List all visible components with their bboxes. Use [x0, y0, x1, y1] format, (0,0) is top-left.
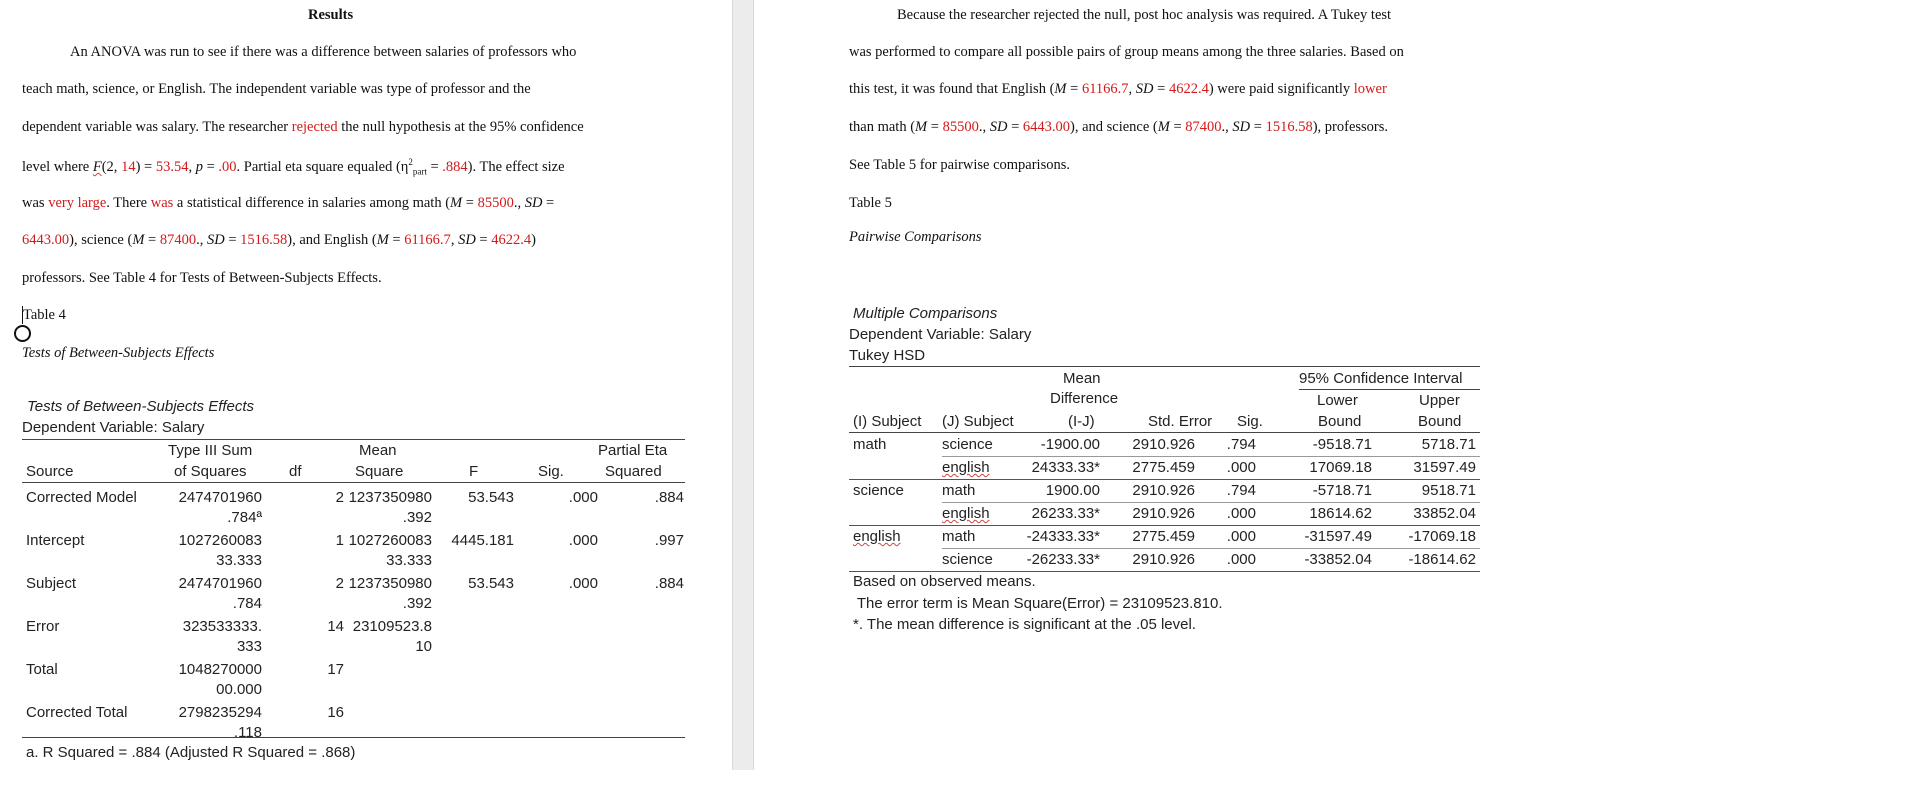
col-header: Bound	[1418, 413, 1462, 430]
table-rule	[22, 482, 685, 483]
table-5-caption: Pairwise Comparisons	[849, 229, 982, 245]
table-rule	[1299, 389, 1480, 390]
col-header: F	[469, 463, 479, 480]
table-title: Tests of Between-Subjects Effects	[27, 398, 255, 415]
row-ss-cont: 333	[236, 638, 262, 655]
row-rule	[942, 502, 1480, 503]
row-f: 53.543	[468, 489, 514, 506]
row-ss: 1048270000	[178, 661, 262, 678]
table-note: Based on observed means.	[853, 573, 1036, 590]
col-header: Sig.	[538, 463, 564, 480]
row-ss: 2474701960	[178, 575, 262, 592]
row-sig: .000	[1226, 459, 1256, 476]
row-ms: 1237350980	[348, 489, 432, 506]
col-header: Type III Sum	[168, 442, 253, 459]
row-ss: 2474701960	[178, 489, 262, 506]
row-lower-bound: 17069.18	[1309, 459, 1372, 476]
paragraph-line: than math (M = 85500., SD = 6443.00), and science (M = 87400., SD = 1516.58), professors.	[849, 119, 1389, 135]
col-header: Bound	[1318, 413, 1362, 430]
row-lower-bound: -33852.04	[1304, 551, 1372, 568]
table-5-label: Table 5	[849, 195, 892, 211]
dependent-variable: Dependent Variable: Salary	[22, 419, 205, 436]
paragraph-line: was very large. There was a statistical difference in salaries among math (M = 85500., SD =	[22, 195, 555, 211]
row-mean-diff: 24333.33*	[1031, 459, 1100, 476]
row-f: 4445.181	[451, 532, 514, 549]
row-source: Total	[26, 661, 58, 678]
col-header: Lower	[1317, 392, 1358, 409]
row-sig: .000	[1226, 551, 1256, 568]
col-header: Sig.	[1237, 413, 1263, 430]
paragraph-line: dependent variable was salary. The researcher rejected the null hypothesis at the 95% confidence	[22, 119, 584, 135]
row-mean-diff: -26233.33*	[1026, 551, 1100, 568]
page-gutter	[732, 0, 754, 770]
row-upper-bound: 31597.49	[1413, 459, 1476, 476]
row-std-error: 2910.926	[1132, 436, 1195, 453]
col-header: Square	[355, 463, 404, 480]
row-j-subject: math	[942, 528, 976, 545]
table-title: Multiple Comparisons	[853, 305, 998, 322]
row-ss: 1027260083	[178, 532, 262, 549]
row-std-error: 2775.459	[1132, 528, 1195, 545]
table-footnote: a. R Squared = .884 (Adjusted R Squared = .868)	[26, 744, 356, 761]
row-std-error: 2910.926	[1132, 482, 1195, 499]
row-ss: 2798235294	[178, 704, 262, 721]
group-rule	[849, 571, 1480, 572]
row-upper-bound: -17069.18	[1408, 528, 1476, 545]
col-header: Mean	[1063, 370, 1101, 387]
col-header: Partial Eta	[598, 442, 668, 459]
row-std-error: 2775.459	[1132, 459, 1195, 476]
row-ss-cont: .118	[233, 724, 262, 741]
row-partial-eta: .997	[654, 532, 684, 549]
row-df: 17	[327, 661, 344, 678]
row-j-subject: english	[942, 505, 990, 522]
row-source: Intercept	[26, 532, 85, 549]
row-std-error: 2910.926	[1132, 551, 1195, 568]
row-i-subject: math	[853, 436, 887, 453]
row-sig: .794	[1226, 436, 1256, 453]
row-mean-diff: 1900.00	[1045, 482, 1100, 499]
col-header: Difference	[1050, 390, 1119, 407]
row-df: 2	[335, 575, 344, 592]
row-j-subject: english	[942, 459, 990, 476]
row-j-subject: math	[942, 482, 976, 499]
row-sig: .000	[1226, 505, 1256, 522]
paragraph-line: An ANOVA was run to see if there was a difference between salaries of professors who	[70, 44, 577, 60]
row-mean-diff: -24333.33*	[1026, 528, 1100, 545]
col-header: Std. Error	[1148, 413, 1213, 430]
row-partial-eta: .884	[654, 489, 684, 506]
row-source: Subject	[26, 575, 77, 592]
row-i-subject: english	[853, 528, 901, 545]
row-source: Corrected Total	[26, 704, 128, 721]
row-ms-cont: .392	[402, 509, 432, 526]
group-rule	[849, 479, 1480, 480]
row-j-subject: science	[942, 436, 993, 453]
row-sig: .794	[1226, 482, 1256, 499]
row-mean-diff: -1900.00	[1040, 436, 1100, 453]
row-ms: 1027260083	[348, 532, 432, 549]
paragraph-line: 6443.00), science (M = 87400., SD = 1516.58), and English (M = 61166.7, SD = 4622.4)	[22, 232, 536, 248]
row-ms-cont: .392	[402, 595, 432, 612]
row-ss: 323533333.	[182, 618, 262, 635]
row-partial-eta: .884	[654, 575, 684, 592]
col-header: df	[289, 463, 302, 480]
row-sig: .000	[1226, 528, 1256, 545]
row-std-error: 2910.926	[1132, 505, 1195, 522]
col-header: Source	[26, 463, 74, 480]
table-4-caption: Tests of Between-Subjects Effects	[22, 345, 215, 361]
right-document-page[interactable]	[754, 0, 1914, 803]
row-lower-bound: -5718.71	[1312, 482, 1372, 499]
mouse-cursor-icon	[14, 325, 31, 342]
row-ss-cont: 33.333	[216, 552, 262, 569]
row-ss-cont: .784ª	[227, 509, 262, 526]
col-header: Mean	[359, 442, 397, 459]
col-header: of Squares	[174, 463, 247, 480]
paragraph-line: this test, it was found that English (M = 61166.7, SD = 4622.4) were paid significantly lower	[849, 81, 1387, 97]
table-rule	[22, 737, 685, 738]
row-ms-cont: 10	[415, 638, 432, 655]
col-header: (I) Subject	[853, 413, 922, 430]
group-rule	[849, 525, 1480, 526]
row-rule	[942, 456, 1480, 457]
multiple-comparisons-table	[754, 305, 1534, 645]
results-heading: Results	[308, 7, 354, 23]
col-header: (I-J)	[1068, 413, 1095, 430]
row-f: 53.543	[468, 575, 514, 592]
row-upper-bound: 9518.71	[1421, 482, 1476, 499]
row-rule	[942, 548, 1480, 549]
row-j-subject: science	[942, 551, 993, 568]
row-source: Error	[26, 618, 60, 635]
table-rule	[849, 432, 1480, 433]
row-ss-cont: 00.000	[216, 681, 262, 698]
between-subjects-table	[0, 398, 732, 768]
table-note: The error term is Mean Square(Error) = 23109523.810.	[853, 595, 1223, 612]
row-mean-diff: 26233.33*	[1031, 505, 1100, 522]
paragraph-line: professors. See Table 4 for Tests of Between-Subjects Effects.	[22, 270, 382, 286]
row-ms: 23109523.8	[352, 618, 432, 635]
row-df: 2	[335, 489, 344, 506]
row-upper-bound: 33852.04	[1413, 505, 1476, 522]
table-rule	[849, 366, 1480, 367]
paragraph-line: Because the researcher rejected the null, post hoc analysis was required. A Tukey test	[897, 7, 1392, 23]
dependent-variable: Dependent Variable: Salary	[849, 326, 1032, 343]
row-ms-cont: 33.333	[386, 552, 432, 569]
row-ms: 1237350980	[348, 575, 432, 592]
row-sig: .000	[568, 532, 598, 549]
row-upper-bound: -18614.62	[1408, 551, 1476, 568]
row-source: Corrected Model	[26, 489, 137, 506]
table-note: *. The mean difference is significant at the .05 level.	[853, 616, 1196, 633]
row-i-subject: science	[853, 482, 904, 499]
paragraph-line: See Table 5 for pairwise comparisons.	[849, 157, 1070, 173]
col-header: Squared	[605, 463, 662, 480]
paragraph-line: level where F(2, 14) = 53.54, p = .00. Partial eta square equaled $(\eta^2_{part} = .884)$. The effect size	[22, 157, 565, 177]
method-label: Tukey HSD	[849, 347, 926, 364]
row-df: 1	[335, 532, 344, 549]
col-header: Upper	[1419, 392, 1460, 409]
paragraph-line: teach math, science, or English. The independent variable was type of professor and the	[22, 81, 531, 97]
left-document-page[interactable]	[0, 0, 732, 803]
row-df: 14	[327, 618, 344, 635]
row-lower-bound: -9518.71	[1312, 436, 1372, 453]
table-rule	[22, 439, 685, 440]
row-lower-bound: -31597.49	[1304, 528, 1372, 545]
row-ss-cont: .784	[232, 595, 262, 612]
col-header: (J) Subject	[942, 413, 1014, 430]
row-sig: .000	[568, 575, 598, 592]
row-df: 16	[327, 704, 344, 721]
row-upper-bound: 5718.71	[1421, 436, 1476, 453]
col-header: 95% Confidence Interval	[1299, 370, 1463, 387]
row-sig: .000	[568, 489, 598, 506]
paragraph-line: was performed to compare all possible pairs of group means among the three salaries. Based on	[849, 44, 1404, 60]
row-lower-bound: 18614.62	[1309, 505, 1372, 522]
table-4-label: Table 4	[23, 307, 66, 323]
